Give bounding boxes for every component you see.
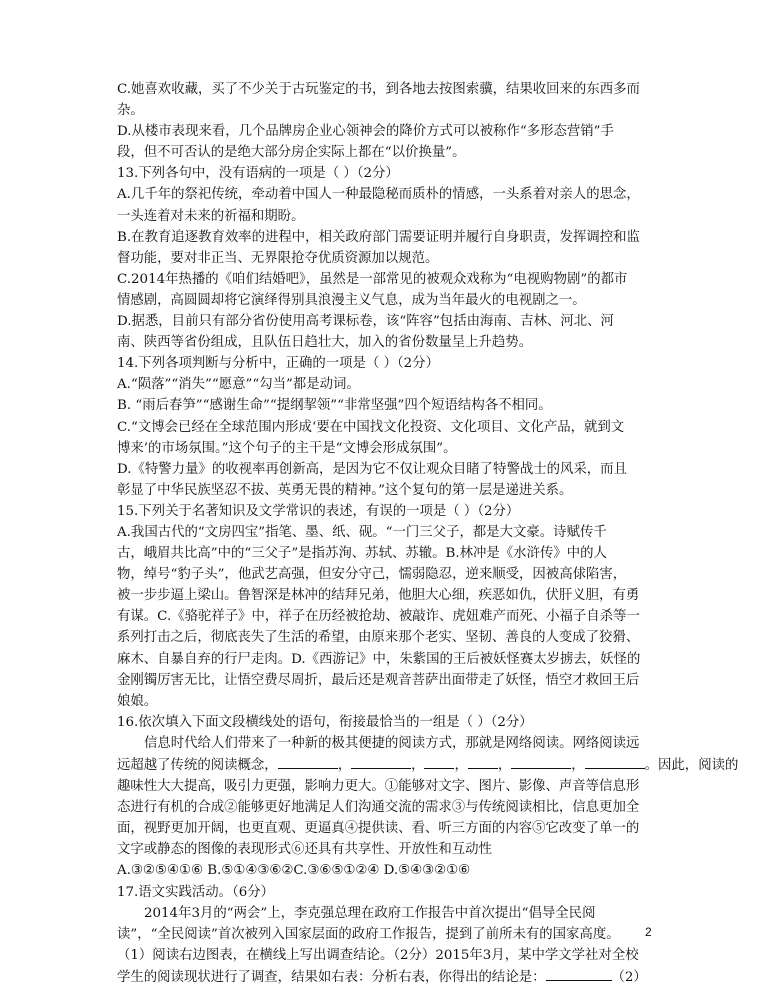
text-line: 古，峨眉共比高”中的“三父子”是指苏洵、苏轼、苏辙。B.林冲是《水浒传》中的人 (117, 546, 607, 562)
text-line: 督功能，要对非正当、无界限抢夺优质资源加以规范。 (117, 250, 439, 266)
text-line: 被一步步逼上梁山。鲁智深是林冲的结拜兄弟，他胆大心细，疾恶如仇，伏肝义胆，有勇 (117, 588, 640, 604)
q17-line: （1）阅读右边图表，在横线上写出调查结论。（2分）2015年3月，某中学文学社对全校 (117, 947, 639, 963)
text-line: 物，绰号“豹子头”，他武艺高强，但安分守己，懦弱隐忍，逆来顺受，因被高俅陷害， (117, 567, 627, 583)
text-line: D.《特警力量》的收视率再创新高，是因为它不仅让观众目睹了特警战士的风采，而且 (117, 461, 627, 477)
text-line: A.我国古代的“文房四宝”指笔、墨、纸、砚。“一门三父子，都是大文豪。诗赋传千 (117, 524, 607, 540)
text-line: C.她喜欢收藏，买了不少关于古玩鉴定的书，到各地去按图索骥，结果收回来的东西多而 (117, 82, 640, 97)
fill-blank (511, 754, 571, 769)
q17-line-with-blank (117, 966, 657, 988)
text-line: B.在教育追逐教育效率的进程中，相关政府部门需要证明并履行自身职责，发挥调控和监 (117, 229, 640, 245)
passage-line-with-blanks: 远超越了传统的阅读概念， ， ， ， ， ， 。因此，阅读的 (117, 754, 657, 776)
text-line: 系列打击之后，彻底丧失了生活的希望，由原来那个老实、坚韧、善良的人变成了狡猾、 (117, 630, 640, 646)
page-number: 2 (645, 925, 652, 939)
text-line: 麻木、自暴自弃的行尸走肉。D.《西游记》中，朱紫国的王后被妖怪赛太岁掳去，妖怪的 (117, 651, 641, 667)
text-line: C.“文博会已经在全球范围内形成‘要在中国找文化投资、文化项目、文化产品，就到文 (117, 419, 625, 435)
passage-line: 面，视野更加开阔，也更直观、更逼真④提供读、看、听三方面的内容⑤它改变了单一的 (117, 821, 640, 837)
text-line: A.“陨落”“消失”“愿意”“勾当”都是动词。 (117, 377, 360, 393)
question-14-title: 14.下列各项判断与分析中，正确的一项是（ ）（2分） (117, 356, 439, 372)
text-line: 有谋。C.《骆驼祥子》中，祥子在历经被抢劫、被敲诈、虎妞难产而死、小福子自杀等一 (117, 609, 640, 625)
text-line: 博来’的市场氛围。”这个句子的主干是“文博会形成氛围”。 (117, 440, 457, 456)
exam-content (117, 79, 739, 988)
text-line: 一头连着对未来的祈福和期盼。 (117, 208, 305, 224)
q17-line: 2014年3月的“两会”上，李克强总理在政府工作报告中首次提出“倡导全民阅 (144, 905, 596, 921)
question-17-title: 17.语文实践活动。（6分） (117, 884, 275, 900)
fill-blank (585, 754, 645, 769)
answer-options: A.③②⑤④①⑥ B.⑤①④③⑥②C.③⑥⑤①②④ D.⑤④③②①⑥ (117, 863, 471, 879)
text-line: 南、陕西等省份组成，且队伍日趋壮大，加入的省份数量呈上升趋势。 (117, 335, 533, 351)
fill-blank (351, 754, 411, 769)
text-line: 彰显了中华民族坚忍不拔、英勇无畏的精神。”这个复句的第一层是递进关系。 (117, 482, 573, 498)
passage-text: 远超越了传统的阅读概念， (117, 758, 278, 773)
text-line: B. “雨后春笋”“感谢生命”“提纲挈领”“非常坚强”四个短语结构各不相同。 (117, 398, 552, 414)
text-line: D.据悉，目前只有部分省份使用高考课标卷，该“阵容”包括由海南、吉林、河北、河 (117, 314, 614, 330)
passage-line: 文字或静态的图像的表现形式⑥还具有共享性、开放性和互动性 (117, 842, 492, 858)
text-line: C.2014年热播的《咱们结婚吧》，虽然是一部常见的被观众戏称为“电视购物剧”的都市 (117, 271, 628, 287)
text-line: D.从楼市表现来看，几个品牌房企业心领神会的降价方式可以被称作“多形态营销”手 (117, 124, 614, 140)
q17-line: 读”，“全民阅读”首次被列入国家层面的政府工作报告，提到了前所未有的国家高度。 (117, 926, 620, 942)
passage-line: 趣味性大大提高，吸引力更强，影响力更大。①能够对文字、图片、影像、声音等信息形 (117, 779, 640, 795)
fill-blank (468, 754, 498, 769)
fill-blank (424, 754, 454, 769)
passage-line: 态进行有机的合成②能够更好地满足人们沟通交流的需求③与传统阅读相比，信息更加全 (117, 800, 640, 816)
text-line: A.几千年的祭祀传统，牵动着中国人一种最隐秘而质朴的情感，一头系着对亲人的思念， (117, 187, 640, 203)
passage-text: 。因此，阅读的 (644, 758, 739, 773)
text-line: 金刚镯厉害无比，让悟空费尽周折，最后还是观音菩萨出面带走了妖怪，悟空才救回王后 (117, 672, 640, 688)
question-16-title: 16.依次填入下面文段横线处的语句，衔接最恰当的一组是（ ）（2分） (117, 714, 533, 730)
question-15-title: 15.下列关于名著知识及文学常识的表述，有误的一项是（ ）（2分） (117, 503, 520, 519)
question-13-title: 13.下列各句中，没有语病的一项是（ ）（2分） (117, 166, 399, 182)
passage-line: 信息时代给人们带来了一种新的极其便捷的阅读方式，那就是网络阅读。网络阅读远 (144, 735, 640, 751)
text-line: 情感剧，高圆圆却将它演绎得别具浪漫主义气息，成为当年最火的电视剧之一。 (117, 292, 586, 308)
answer-blank[interactable] (546, 966, 612, 981)
text-line: 段，但不可否认的是绝大部分房企实际上都在“以价换量”。 (117, 145, 466, 161)
q17-text: 学生的阅读现状进行了调查，结果如右表：分析右表，你得出的结论是： (117, 969, 546, 985)
q17-tail: （2） (611, 969, 647, 985)
text-line: 杂。 (117, 103, 144, 119)
fill-blank (278, 754, 338, 769)
text-line: 娘娘。 (117, 693, 158, 709)
